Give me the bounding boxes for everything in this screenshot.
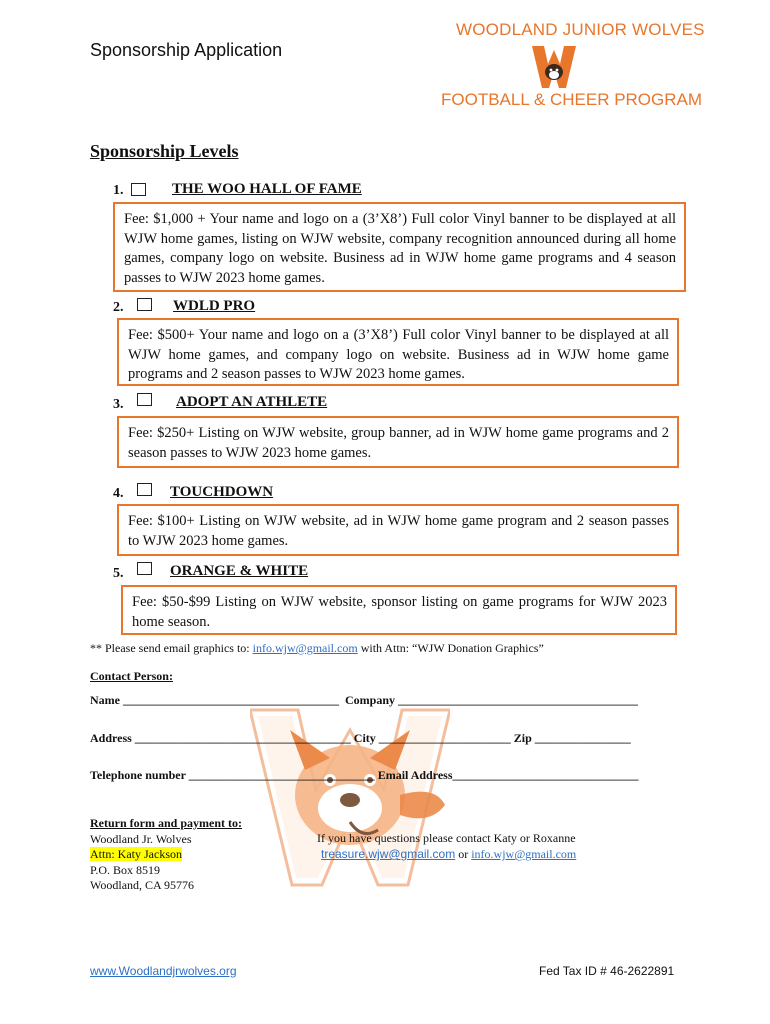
return-box: P.O. Box 8519 [90,862,161,877]
wolf-logo [532,44,576,90]
questions-contact [317,830,576,862]
info-email-link[interactable]: info.wjw@gmail.com [471,847,577,861]
contact-person-label: Contact Person: [90,669,173,683]
questions-text: If you have questions please contact Katy or Roxanne [317,831,576,845]
level-checkbox[interactable] [137,483,152,496]
level-number: 3. [113,397,124,412]
level-description-box [117,318,679,386]
note-suffix: with Attn: “WJW Donation Graphics” [357,641,544,655]
level-description-box [113,202,686,292]
level-number: 5. [113,566,124,581]
level-number: 4. [113,486,124,501]
return-heading: Return form and payment to: [90,816,242,830]
level-title: TOUCHDOWN [170,484,274,500]
level-checkbox[interactable] [131,183,146,196]
address-city-zip-field[interactable]: Address ____________________________________ City ______________________ Zip ________________ [90,731,631,745]
return-address [90,816,242,894]
note-prefix: ** Please send email graphics to: [90,641,253,655]
level-number: 2. [113,300,124,315]
level-description: Fee: $1,000 + Your name and logo on a (3’X8’) Full color Vinyl banner to be displayed at all WJW home games, listing on WJW website, company recognition announced during all home games, company logo on website. Business ad in WJW home game programs and 4 season passes to WJW 2023 home games. [124,211,676,286]
level-description-box [117,504,679,556]
return-org: Woodland Jr. Wolves [90,831,192,846]
level-description: Fee: $500+ Your name and logo on a (3’X8’) Full color Vinyl banner to be displayed at all WJW home games, and company logo on website. Business ad in WJW home game programs and 2 season passes to WJW 2023 home games. [128,327,669,382]
brand-program: FOOTBALL & CHEER PROGRAM [441,90,703,109]
telephone-email-field[interactable]: Telephone number _______________________________ Email Address_______________________________ [90,768,639,782]
website-link[interactable]: www.Woodlandjrwolves.org [90,964,237,978]
sponsorship-levels-heading: Sponsorship Levels [90,141,239,161]
graphics-note [90,641,544,656]
brand-name: WOODLAND JUNIOR WOLVES [456,20,705,39]
return-attn: Attn: Katy Jackson [90,847,182,861]
level-checkbox[interactable] [137,298,152,311]
return-city: Woodland, CA 95776 [90,878,195,892]
level-description-box [117,416,679,468]
level-title: THE WOO HALL OF FAME [172,181,362,197]
page-title: Sponsorship Application [90,40,283,60]
treasure-email-link[interactable]: treasure.wjw@gmail.com [321,847,456,861]
level-description: Fee: $250+ Listing on WJW website, group banner, ad in WJW home game programs and 2 season passes to WJW 2023 home games. [128,425,669,461]
name-company-field[interactable]: Name ____________________________________ Company ________________________________________ [90,693,638,707]
graphics-email-link[interactable]: info.wjw@gmail.com [252,641,358,655]
level-description-box [121,585,677,635]
fed-tax-id: Fed Tax ID # 46-2622891 [539,964,675,978]
level-title: WDLD PRO [173,298,256,314]
level-description: Fee: $100+ Listing on WJW website, ad in WJW home game program and 2 season passes to WJW 2023 home games. [128,513,669,549]
questions-or: or [455,847,472,861]
level-checkbox[interactable] [137,562,152,575]
level-checkbox[interactable] [137,393,152,406]
level-title: ORANGE & WHITE [170,563,309,579]
level-description: Fee: $50-$99 Listing on WJW website, sponsor listing on game programs for WJW 2023 home season. [132,594,667,630]
level-number: 1. [113,183,124,198]
level-title: ADOPT AN ATHLETE [176,394,328,410]
